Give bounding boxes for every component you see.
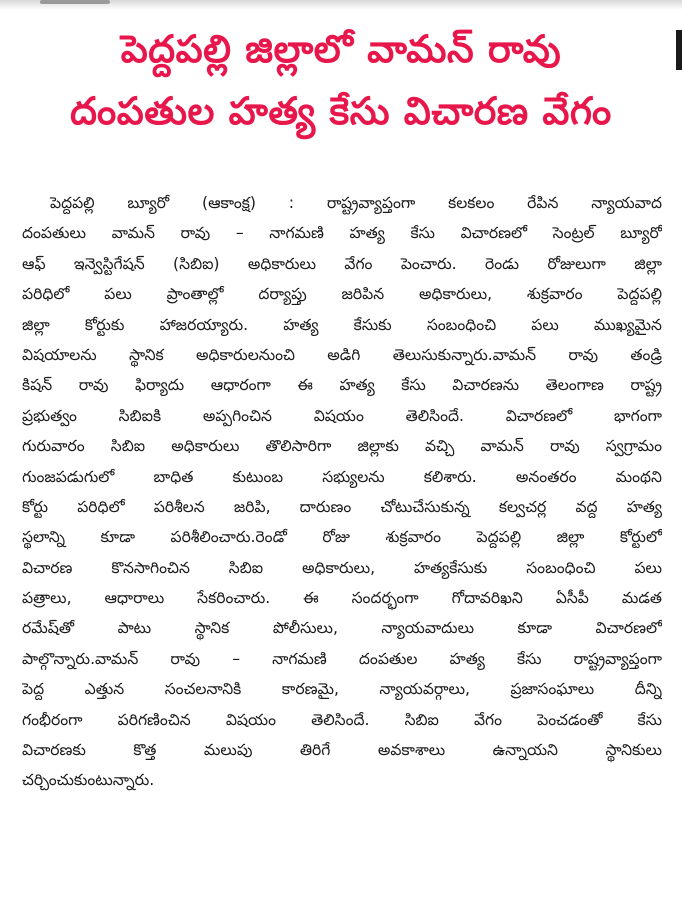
headline (0, 18, 682, 142)
headline-line-1: పెద్దపల్లి జిల్లాలో వామన్ రావు (120, 27, 562, 71)
article-line: జిల్లా కోర్టుకు హాజరయ్యారు. హత్య కేసుకు సంబంధించి పలు ముఖ్యమైన (22, 315, 662, 334)
article-line: దంపతులు వామన్ రావు – నాగమణి హత్య కేసు విచారణలో సెంట్రల్ బ్యూరో (22, 224, 662, 243)
article-line: పాల్గొన్నారు.వామన్ రావు – నాగమణి దంపతుల హత్య కేసు రాష్ట్రవ్యాప్తంగా (22, 649, 662, 668)
article-line: గంభీరంగా పరిగణించిన విషయం తెలిసిందే. సిబిఐ వేగం పెంచడంతో కేసు (22, 710, 662, 729)
article-line: కోర్టు పరిధిలో పరిశీలన జరిపి, దారుణం చోటుచేసుకున్న కల్వచర్ల వద్ద హత్య (22, 497, 662, 516)
article-body (22, 188, 662, 796)
previous-article-fragment (40, 0, 110, 4)
article-line: విచారణకు కొత్త మలుపు తిరిగే అవకాశాలు ఉన్నాయని స్థానికులు (22, 741, 662, 760)
article-line: స్థలాన్ని కూడా పరిశీలించారు.రెండో రోజు శుక్రవారం పెద్దపల్లి జిల్లా కోర్టులో (22, 528, 662, 547)
article-line: ప్రభుత్వం సిబిఐకి అప్పగించిన విషయం తెలిసిందే. విచారణలో భాగంగా (22, 406, 662, 425)
article-line: పెద్ద ఎత్తున సంచలనానికి కారణమై, న్యాయవర్గాలు, ప్రజాసంఘాలు దీన్ని (22, 680, 662, 699)
article-line: కిషన్ రావు ఫిర్యాదు ఆధారంగా ఈ హత్య కేసు విచారణను తెలంగాణ రాష్ట్ర (22, 376, 662, 395)
article-line: ఆఫ్ ఇన్వెస్టిగేషన్ (సిబిఐ) అధికారులు వేగం పెంచారు. రెండు రోజులుగా జిల్లా (22, 254, 662, 273)
article-line: పరిధిలో పలు ప్రాంతాల్లో దర్యాప్తు జరిపిన అధికారులు, శుక్రవారం పెద్దపల్లి (22, 285, 662, 304)
article-line: గురువారం సిబిఐ అధికారులు తొలిసారిగా జిల్లాకు వచ్చి వామన్ రావు స్వగ్రామం (22, 437, 662, 456)
article-line: పెద్దపల్లి బ్యూరో (ఆకాంక్ష) : రాష్ట్రవ్యాప్తంగా కలకలం రేపిన న్యాయవాద (50, 194, 662, 212)
headline-line-2: దంపతుల హత్య కేసు విచారణ వేగం (70, 89, 612, 133)
article-line: విచారణ కొనసాగించిన సిబిఐ అధికారులు, హత్యకేసుకు సంబంధించి పలు (22, 558, 662, 577)
article-line: పత్రాలు, ఆధారాలు సేకరించారు. ఈ సందర్భంగా గోదావరిఖని ఏసీపీ మడత (22, 589, 662, 608)
article-line: గుంజపడుగులో బాధిత కుటుంబ సభ్యులను కలిశారు. అనంతరం మంథని (22, 467, 662, 486)
article-line: చర్చించుకుంటున్నారు. (22, 771, 155, 790)
top-edge-strip (0, 0, 682, 10)
article-line: విషయాలను స్థానిక అధికారులనుంచి అడిగి తెలుసుకున్నారు.వామన్ రావు తండ్రి (22, 345, 662, 364)
article-line: రమేష్‌తో పాటు స్థానిక పోలీసులు, న్యాయవాదులు కూడా విచారణలో (22, 619, 662, 638)
